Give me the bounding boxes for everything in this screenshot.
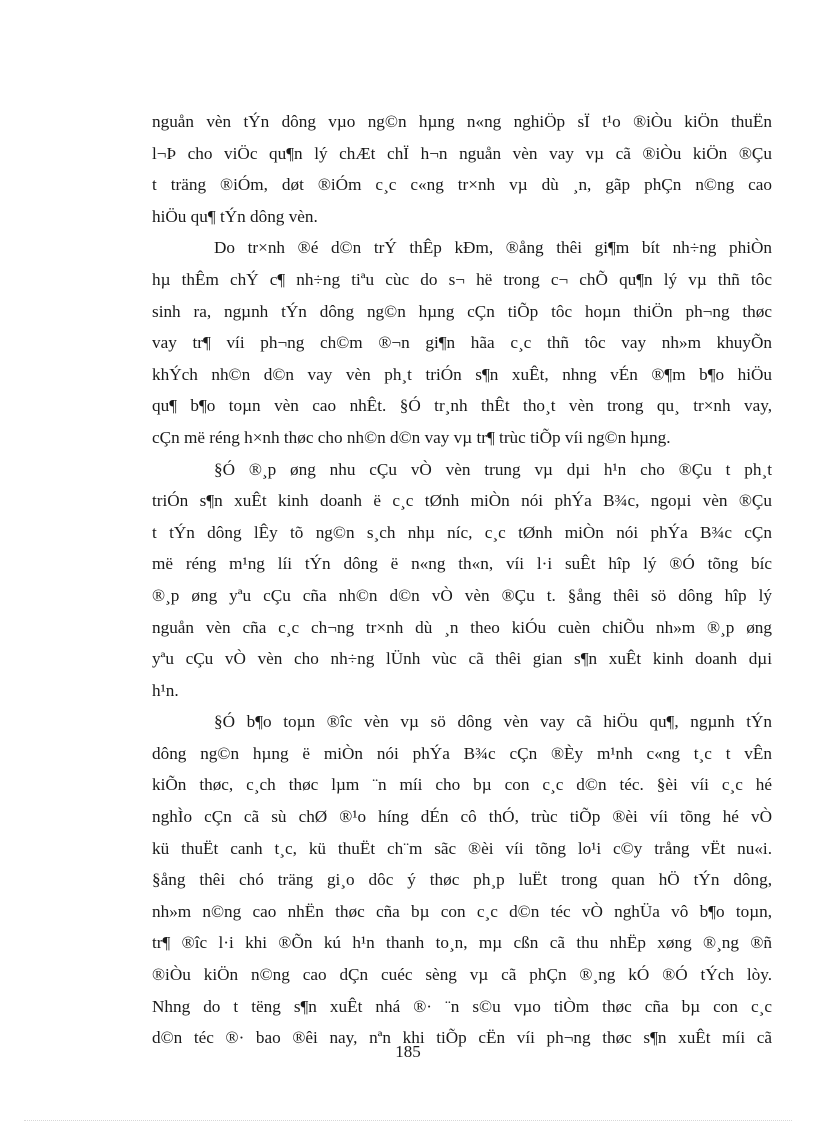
text-line: t tÝn dông lÊy tõ ng©n s¸ch nhµ níc, c¸c tØnh miÒn nói phÝa B¾c cÇn [152, 522, 772, 542]
body-text [152, 106, 772, 1054]
paragraph-2 [152, 232, 772, 453]
text-line: t träng ®iÓm, døt ®iÓm c¸c c«ng tr×nh vµ dù ¸n, gãp phÇn n©ng cao [152, 175, 772, 195]
text-line: §ång thêi chó träng gi¸o dôc ý thøc ph¸p luËt trong quan hÖ tÝn dông, [152, 870, 772, 890]
paragraph-1 [152, 106, 772, 232]
text-line: më réng m¹ng líi tÝn dông ë n«ng th«n, víi l·i suÊt hîp lý ®Ó tõng bíc [152, 554, 772, 574]
text-line: ®¸p øng yªu cÇu cña nh©n d©n vÒ vèn ®Çu t. §ång thêi sö dông hîp lý [152, 585, 772, 605]
text-line: tr¶ ®îc l·i khi ®Õn kú h¹n thanh to¸n, mµ cßn cã thu nhËp xøng ®¸ng ®ñ [152, 933, 772, 953]
text-line: triÓn s¶n xuÊt kinh doanh ë c¸c tØnh miÒn nói phÝa B¾c, ngoµi vèn ®Çu [152, 491, 772, 511]
page-number: 185 [395, 1042, 421, 1061]
text-line: l¬Þ cho viÖc qu¶n lý chÆt chÏ h¬n nguån vèn vay vµ cã ®iÒu kiÖn ®Çu [152, 143, 772, 163]
text-line: nguån vèn cña c¸c ch¬ng tr×nh dù ¸n theo kiÓu cuèn chiÕu nh»m ®¸p øng [152, 617, 772, 637]
text-line: d©n téc ®· bao ®êi nay, nªn khi tiÕp cËn víi ph¬ng thøc s¶n xuÊt míi cã [152, 1028, 772, 1048]
page-bottom-divider [24, 1120, 792, 1121]
text-line: §Ó ®¸p øng nhu cÇu vÒ vèn trung vµ dµi h¹n cho ®Çu t ph¸t [214, 459, 772, 479]
text-line: h¹n. [152, 680, 179, 700]
text-line: cÇn më réng h×nh thøc cho nh©n d©n vay vµ tr¶ trùc tiÕp víi ng©n hµng. [152, 427, 671, 447]
text-line: §Ó b¶o toµn ®îc vèn vµ sö dông vèn vay cã hiÖu qu¶, ngµnh tÝn [214, 712, 772, 732]
text-line: yªu cÇu vÒ vèn cho nh÷ng lÜnh vùc cã thêi gian s¶n xuÊt kinh doanh dµi [152, 649, 772, 669]
text-line: khÝch nh©n d©n vay vèn ph¸t triÓn s¶n xuÊt, nhng vÉn ®¶m b¶o hiÖu [152, 364, 772, 384]
text-line: Nhng do t tëng s¶n xuÊt nhá ®· ¨n s©u vµo tiÒm thøc cña bµ con c¸c [152, 996, 772, 1016]
text-line: qu¶ b¶o toµn vèn cao nhÊt. §Ó tr¸nh thÊt tho¸t vèn trong qu¸ tr×nh vay, [152, 396, 772, 416]
text-line: hµ thÊm chÝ c¶ nh÷ng tiªu cùc do s¬ hë trong c¬ chÕ qu¶n lý vµ thñ tôc [152, 269, 772, 289]
text-line: nh»m n©ng cao nhËn thøc cña bµ con c¸c d©n téc vÒ nghÜa vô b¶o toµn, [152, 901, 772, 921]
text-line: ®iÒu kiÖn n©ng cao dÇn cuéc sèng vµ cã phÇn ®¸ng kÓ ®Ó tÝch lòy. [152, 965, 772, 985]
text-line: Do tr×nh ®é d©n trÝ thÊp kÐm, ®ång thêi gi¶m bít nh÷ng phiÒn [214, 238, 772, 258]
text-line: kü thuËt canh t¸c, kü thuËt ch¨m sãc ®èi víi tõng lo¹i c©y trång vËt nu«i. [152, 838, 772, 858]
paragraph-4 [152, 706, 772, 1054]
text-line: nghÌo cÇn cã sù chØ ®¹o híng dÉn cô thÓ, trùc tiÕp ®èi víi tõng hé vÒ [152, 807, 772, 827]
paragraph-3 [152, 454, 772, 707]
text-line: dông ng©n hµng ë miÒn nói phÝa B¾c cÇn ®Èy m¹nh c«ng t¸c t vÊn [152, 743, 772, 763]
text-line: nguån vèn tÝn dông vµo ng©n hµng n«ng nghiÖp sÏ t¹o ®iÒu kiÖn thuËn [152, 112, 772, 131]
text-line: sinh ra, ngµnh tÝn dông ng©n hµng cÇn tiÕp tôc hoµn thiÖn ph¬ng thøc [152, 301, 772, 321]
text-line: kiÕn thøc, c¸ch thøc lµm ¨n míi cho bµ con c¸c d©n téc. §èi víi c¸c hé [152, 775, 772, 795]
text-line: hiÖu qu¶ tÝn dông vèn. [152, 206, 318, 226]
text-line: vay tr¶ víi ph¬ng ch©m ®¬n gi¶n hãa c¸c thñ tôc vay nh»m khuyÕn [152, 333, 772, 353]
